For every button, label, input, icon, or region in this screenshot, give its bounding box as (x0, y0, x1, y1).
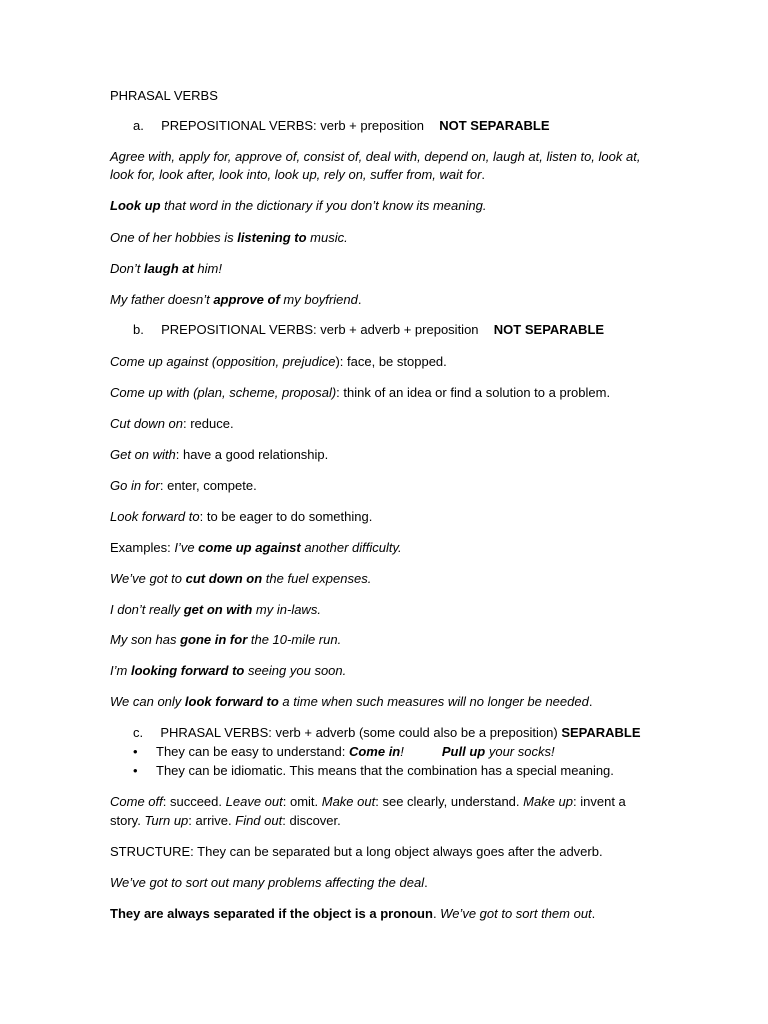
section-b-example-6: We can only look forward to a time when such measures will no longer be needed. (110, 694, 593, 709)
pronoun-rule: They are always separated if the object is a pronoun. We’ve got to sort them out. (110, 906, 596, 921)
structure-example: We’ve got to sort out many problems affecting the deal. (110, 875, 428, 890)
section-a-example-3: Don’t laugh at him! (110, 261, 222, 276)
section-c-marker: c. (133, 725, 144, 740)
section-c-tag: SEPARABLE (561, 725, 641, 740)
section-c-label: PHRASAL VERBS: verb + adverb (some could also be a preposition) (160, 725, 558, 740)
bullet-item-easy: They can be easy to understand: Come in! Pull up your socks! (156, 744, 555, 759)
section-a-example-2: One of her hobbies is listening to music. (110, 230, 348, 245)
section-b-heading (133, 322, 604, 338)
section-b-example-1: Examples: I’ve come up against another difficulty. (110, 540, 402, 555)
section-b-example-3: I don’t really get on with my in-laws. (110, 602, 321, 617)
section-a-example-4: My father doesn’t approve of my boyfriend. (110, 292, 362, 307)
section-a-heading (133, 118, 550, 134)
section-b-marker: b. (133, 322, 144, 337)
section-c-defs-line1: Come off: succeed. Leave out: omit. Make out: see clearly, understand. Make up: invent a (110, 794, 626, 809)
section-b-def-4: Get on with: have a good relationship. (110, 447, 329, 462)
section-b-example-4: My son has gone in for the 10-mile run. (110, 632, 342, 647)
pronoun-example: We’ve got to sort them out (440, 906, 592, 921)
section-b-example-2: We’ve got to cut down on the fuel expenses. (110, 571, 372, 586)
section-b-tag: NOT SEPARABLE (493, 322, 605, 337)
structure-rule: STRUCTURE: They can be separated but a long object always goes after the adverb. (110, 844, 603, 859)
bullet-marker-2: • (133, 763, 138, 778)
document-title: PHRASAL VERBS (110, 88, 218, 103)
section-b-def-5: Go in for: enter, compete. (110, 478, 257, 493)
section-b-def-6: Look forward to: to be eager to do something. (110, 509, 373, 524)
section-b-def-3: Cut down on: reduce. (110, 416, 234, 431)
bullet-item-idiomatic: They can be idiomatic. This means that the combination has a special meaning. (156, 763, 614, 778)
examples-label: Examples: (110, 540, 175, 555)
section-b-label: PREPOSITIONAL VERBS: verb + adverb + preposition (161, 322, 479, 337)
section-c-heading (133, 725, 641, 741)
section-a-list-line1: Agree with, apply for, approve of, consist of, deal with, depend on, laugh at, listen to, look at, (110, 149, 641, 164)
section-a-example-1: Look up that word in the dictionary if you don’t know its meaning. (110, 198, 487, 213)
bullet-marker-1: • (133, 744, 138, 759)
section-c-defs-line2: story. Turn up: arrive. Find out: discover. (110, 813, 341, 828)
section-a-list-line2: look for, look after, look into, look up, rely on, suffer from, wait for. (110, 167, 486, 182)
section-a-label: PREPOSITIONAL VERBS: verb + preposition (161, 118, 424, 133)
section-b-def-1: Come up against (opposition, prejudice): face, be stopped. (110, 354, 447, 369)
section-b-def-2: Come up with (plan, scheme, proposal): think of an idea or find a solution to a problem. (110, 385, 611, 400)
section-b-example-5: I’m looking forward to seeing you soon. (110, 663, 347, 678)
section-a-marker: a. (133, 118, 144, 133)
section-a-tag: NOT SEPARABLE (439, 118, 550, 133)
